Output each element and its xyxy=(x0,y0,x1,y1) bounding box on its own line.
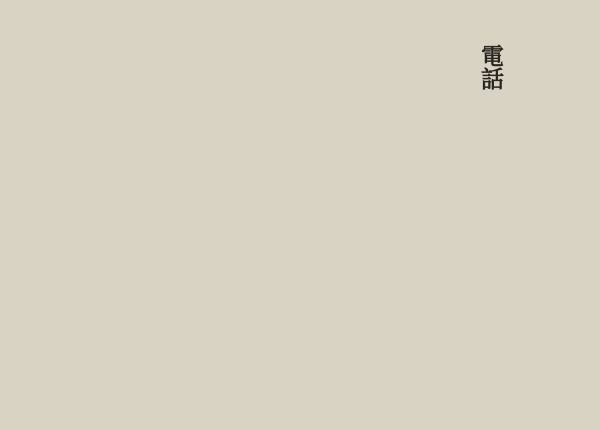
heading-sample: 電話 xyxy=(477,44,504,90)
